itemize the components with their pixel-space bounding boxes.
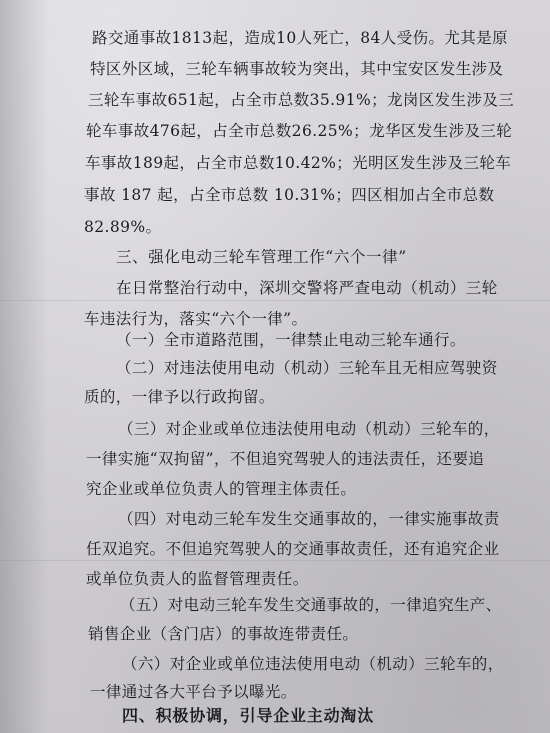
rule-item: 质的，一律予以行政拘留。 — [84, 388, 275, 406]
rule-item: 或单位负责人的监督管理责任。 — [86, 570, 309, 588]
body-text-line: 车事故189起，占全市总数10.42%；光明区发生涉及三轮车 — [85, 154, 512, 172]
body-text-line: 车违法行为，落实“六个一律”。 — [84, 310, 308, 328]
body-text-line: 82.89%。 — [84, 218, 162, 236]
body-text-line: 轮车事故476起，占全市总数26.25%；龙华区发生涉及三轮 — [86, 122, 513, 140]
section-heading: 三、强化电动三轮车管理工作“六个一律” — [116, 248, 407, 266]
rule-item: （二）对违法使用电动（机动）三轮车且无相应驾驶资 — [116, 359, 498, 377]
rule-item: （三）对企业或单位违法使用电动（机动）三轮车的， — [118, 420, 500, 438]
rule-item: （六）对企业或单位违法使用电动（机动）三轮车的， — [122, 655, 504, 673]
rule-item: 任双追究。不但追究驾驶人的交通事故责任，还有追究企业 — [86, 540, 500, 558]
rule-item: 一律通过各大平台予以曝光。 — [90, 683, 297, 701]
rule-item: （一）全市道路范围，一律禁止电动三轮车通行。 — [116, 331, 466, 349]
body-text-line: 路交通事故1813起，造成10人死亡，84人受伤。尤其是原 — [92, 29, 508, 47]
body-text-line: 事故 187 起，占全市总数 10.31%；四区相加占全市总数 — [84, 186, 495, 204]
rule-item: 一律实施“双拘留”，不但追究驾驶人的违法责任，还要追 — [86, 450, 485, 468]
rule-item: （四）对电动三轮车发生交通事故的，一律实施事故责 — [118, 510, 500, 528]
rule-item: （五）对电动三轮车发生交通事故的，一律追究生产、 — [120, 596, 502, 614]
section-heading: 四、积极协调，引导企业主动淘汰 — [122, 706, 375, 725]
body-text-line: 三轮车事故651起，占全市总数35.91%；龙岗区发生涉及三 — [88, 91, 515, 109]
paper-crease — [0, 560, 550, 561]
rule-item: 销售企业（含门店）的事故连带责任。 — [88, 625, 359, 643]
paper-crease — [0, 300, 550, 301]
rule-item: 究企业或单位负责人的管理主体责任。 — [86, 480, 357, 498]
page-shadow — [0, 0, 48, 733]
body-text-line: 特区外区域，三轮车辆事故较为突出，其中宝安区发生涉及 — [90, 60, 504, 78]
body-text-line: 在日常整治行动中，深圳交警将严查电动（机动）三轮 — [116, 279, 498, 297]
